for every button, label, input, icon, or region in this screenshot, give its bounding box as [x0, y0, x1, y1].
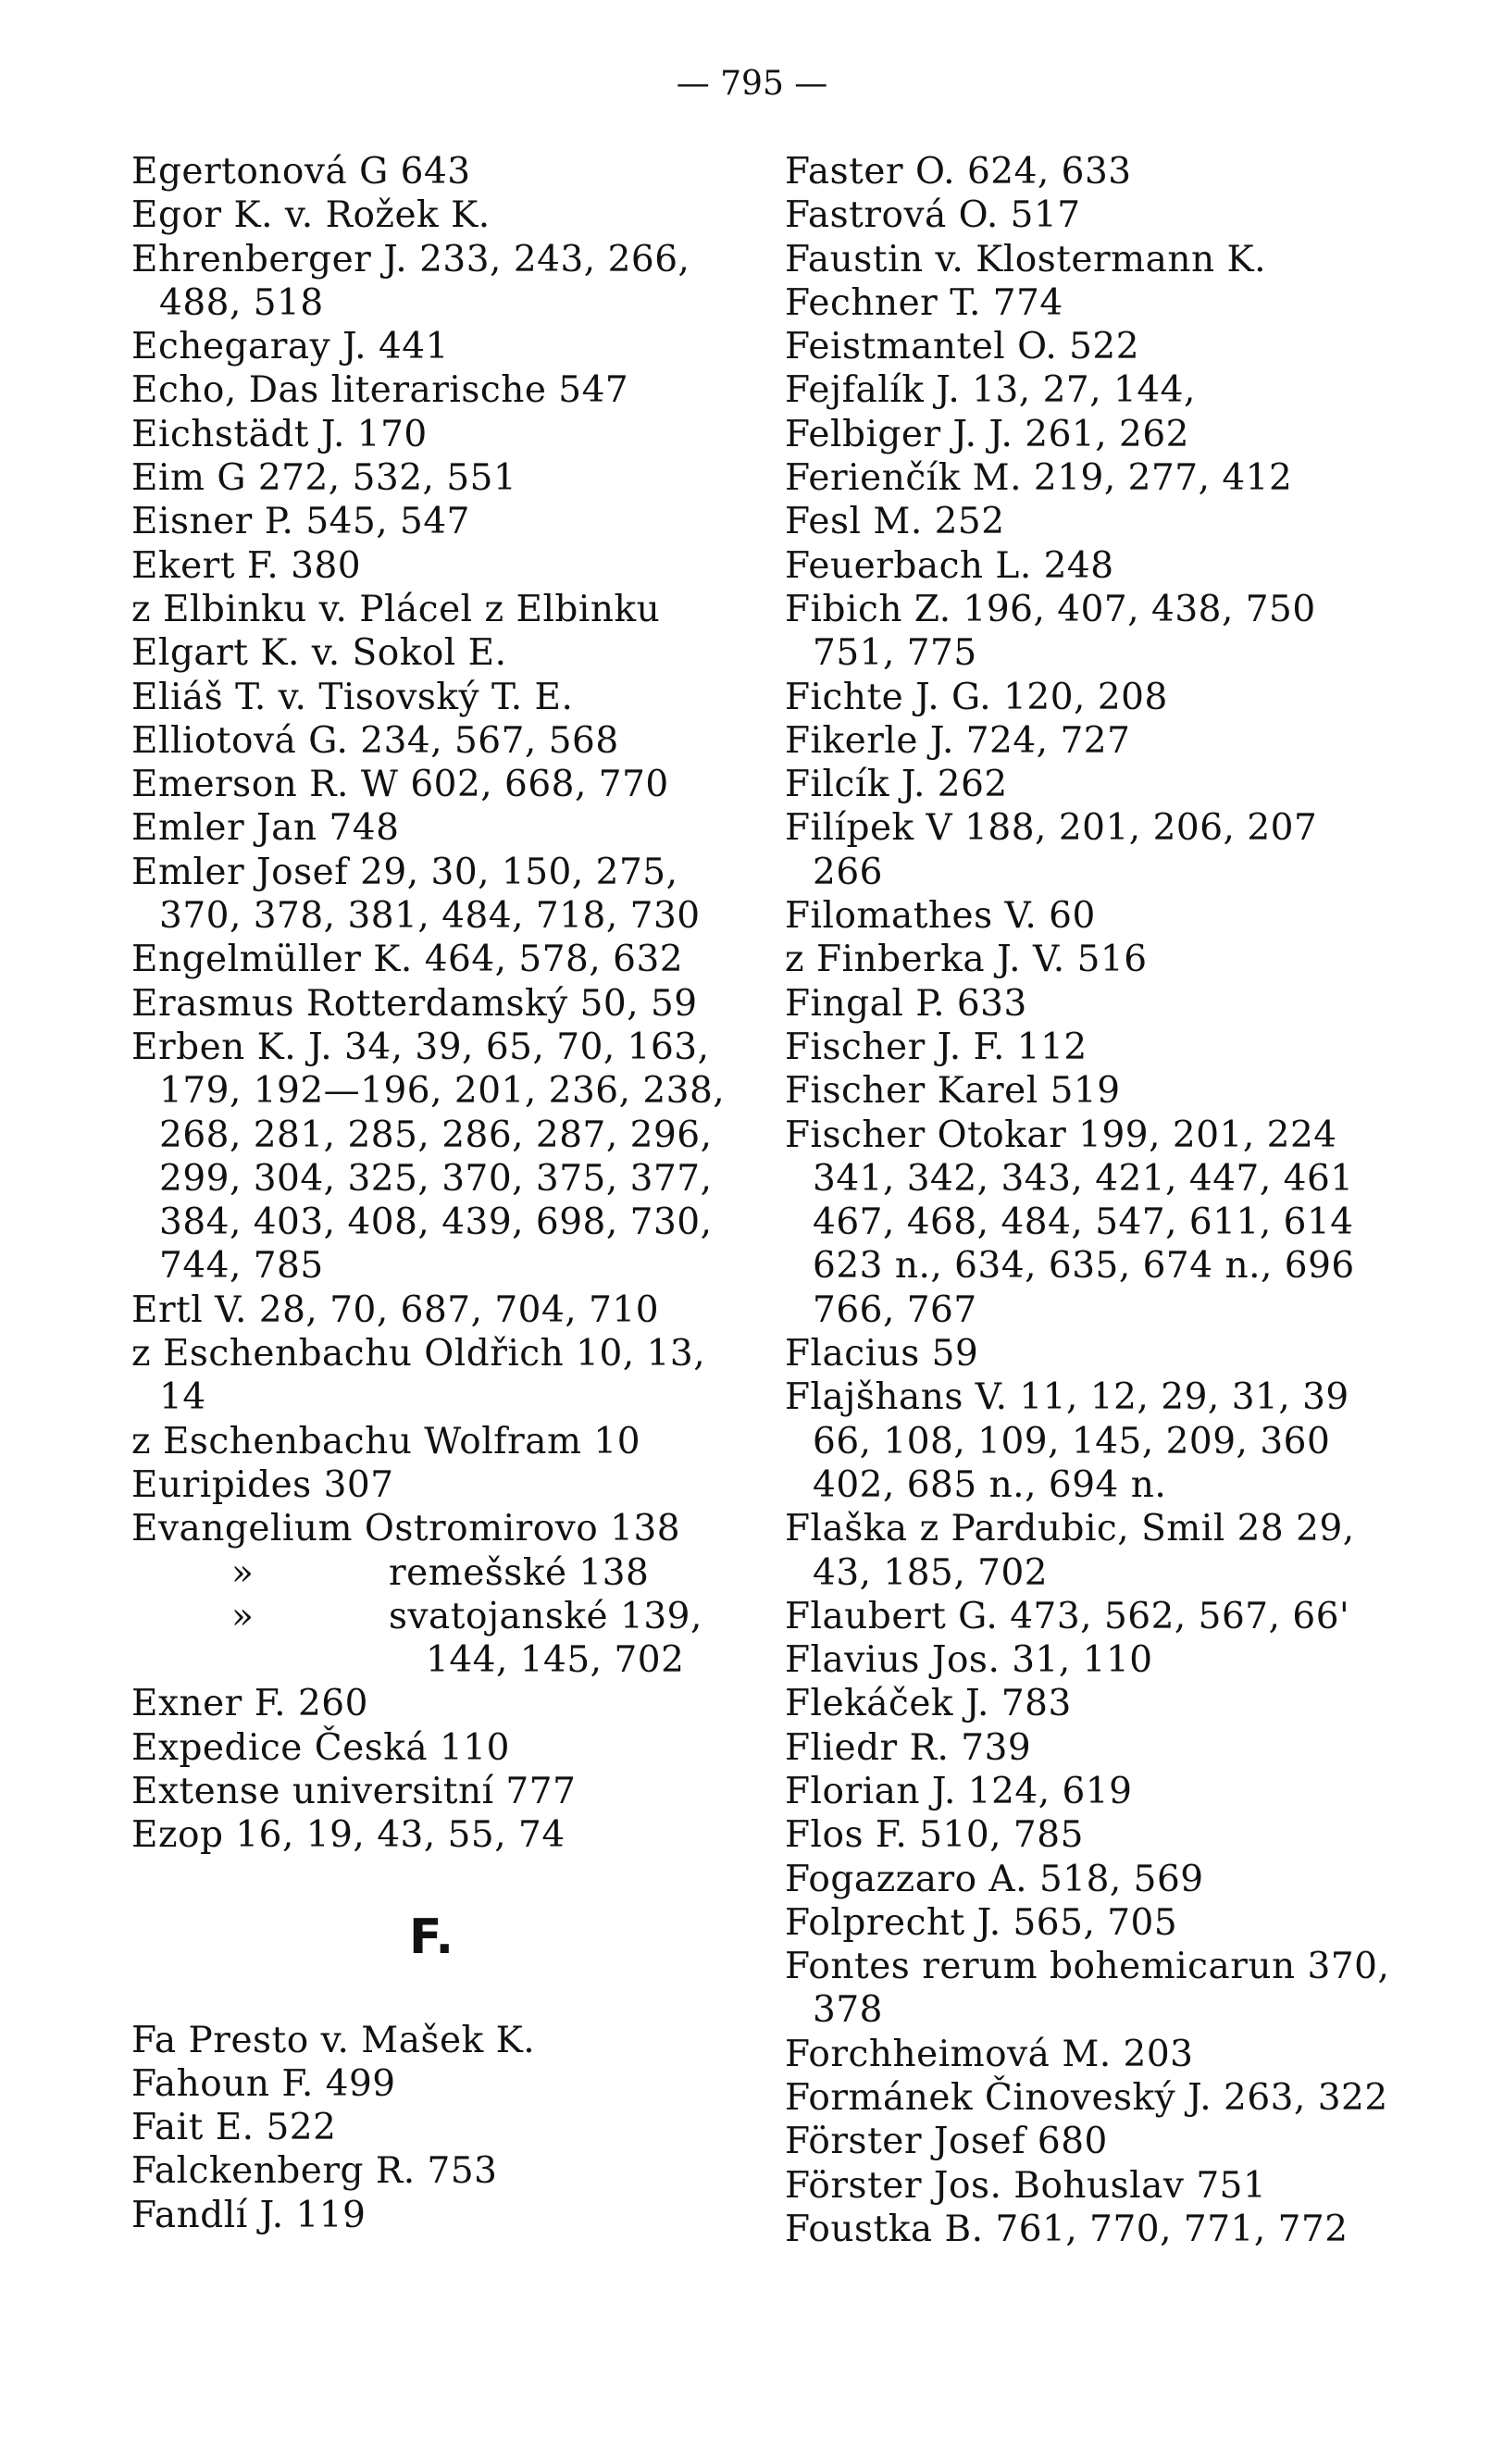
sub-entry — [131, 1551, 742, 1595]
index-entry: Exner F. 260 — [131, 1683, 368, 1725]
index-entry: Florian J. 124, 619 — [785, 1770, 1133, 1812]
index-entry: Ertl V. 28, 70, 687, 704, 710 — [131, 1288, 660, 1331]
sub-entry-text: remešské 138 — [389, 1551, 650, 1594]
index-entry: Emler Jan 748 — [131, 807, 400, 850]
index-entry: Fechner T. 774 — [785, 281, 1063, 324]
index-entry: Eisner P. 545, 547 — [131, 501, 470, 543]
index-entry: Fingal P. 633 — [785, 982, 1027, 1025]
index-entry: Erasmus Rotterdamský 50, 59 — [131, 982, 698, 1025]
index-entry: Evangelium Ostromirovo 138 — [131, 1508, 681, 1550]
index-entry: Echo, Das literarische 547 — [131, 369, 629, 412]
index-entry: Engelmüller K. 464, 578, 632 — [131, 939, 684, 981]
page-number: — 795 — — [676, 65, 828, 103]
index-entry: Fischer Otokar 199, 201, 224 341, 342, 343, 421, 447, 461 467, 468, 484, 547, 611, 614 623 n., 634, 635, 674 n., 696 766, 767 — [785, 1114, 1355, 1331]
index-entry: z Eschenbachu Wolfram 10 — [131, 1420, 641, 1462]
index-entry: Fichte J. G. 120, 208 — [785, 676, 1168, 718]
index-entry: Fesl M. 252 — [785, 501, 1005, 543]
index-entry: z Eschenbachu Oldřich 10, 13, 14 — [131, 1333, 706, 1419]
index-entry: Felbiger J. J. 261, 262 — [785, 413, 1189, 455]
index-entry: Fait E. 522 — [131, 2107, 337, 2149]
index-entry: Fa Presto v. Mašek K. — [131, 2019, 536, 2061]
index-entry: Ehrenberger J. 233, 243, 266, 488, 518 — [131, 238, 690, 324]
index-entry: z Finberka J. V. 516 — [785, 939, 1148, 981]
sub-entry-continuation: 144, 145, 702 — [426, 1639, 685, 1682]
index-entry: Faustin v. Klostermann K. — [785, 238, 1267, 280]
index-entry: Flacius 59 — [785, 1333, 979, 1375]
index-entry: Eichstädt J. 170 — [131, 413, 428, 455]
index-entry: Fischer J. F. 112 — [785, 1026, 1088, 1068]
index-entry: Förster Jos. Bohuslav 751 — [785, 2164, 1267, 2207]
index-entry: z Elbinku v. Plácel z Elbinku — [131, 588, 661, 630]
index-entry: Formánek Činoveský J. 263, 322 — [785, 2077, 1388, 2120]
index-entry: Fejfalík J. 13, 27, 144, — [785, 369, 1196, 412]
index-entry: Egor K. v. Rožek K. — [131, 194, 491, 237]
index-entry: Forchheimová M. 203 — [785, 2033, 1194, 2075]
index-entry: Filomathes V. 60 — [785, 895, 1096, 938]
right-column — [785, 150, 1396, 2251]
index-entry: Feuerbach L. 248 — [785, 544, 1114, 587]
index-entry: Elgart K. v. Sokol E. — [131, 632, 507, 675]
index-entry: Fikerle J. 724, 727 — [785, 719, 1131, 762]
index-entry: Falckenberg R. 753 — [131, 2150, 498, 2193]
index-entry: Fibich Z. 196, 407, 438, 750 751, 775 — [785, 588, 1316, 675]
index-entry: Flaška z Pardubic, Smil 28 29, 43, 185, 702 — [785, 1508, 1355, 1594]
index-entry: Förster Josef 680 — [785, 2121, 1108, 2163]
index-entry: Folprecht J. 565, 705 — [785, 1901, 1178, 1944]
index-entry: Flaubert G. 473, 562, 567, 66' — [785, 1595, 1350, 1637]
index-entry: Flajšhans V. 11, 12, 29, 31, 39 66, 108, 109, 145, 209, 360 402, 685 n., 694 n. — [785, 1376, 1349, 1506]
index-entry: Foustka B. 761, 770, 771, 772 — [785, 2208, 1349, 2250]
index-entry: Filcík J. 262 — [785, 764, 1008, 806]
index-entry: Eliáš T. v. Tisovský T. E. — [131, 676, 574, 718]
index-entry: Fliedr R. 739 — [785, 1726, 1032, 1769]
left-column — [131, 150, 742, 2237]
index-entry: Fastrová O. 517 — [785, 194, 1081, 237]
index-entry: Flavius Jos. 31, 110 — [785, 1639, 1153, 1682]
index-entry: Filípek V 188, 201, 206, 207 266 — [785, 807, 1318, 893]
index-entry: Flekáček J. 783 — [785, 1683, 1072, 1725]
sub-entry-text: svatojanské 139, — [389, 1595, 702, 1637]
index-entry: Fontes rerum bohemicarun 370, 378 — [785, 1946, 1390, 2032]
index-entry: Ezop 16, 19, 43, 55, 74 — [131, 1814, 566, 1857]
index-entry: Faster O. 624, 633 — [785, 151, 1132, 193]
index-entry: Emler Josef 29, 30, 150, 275, 370, 378, 381, 484, 718, 730 — [131, 851, 701, 938]
index-entry: Egertonová G 643 — [131, 151, 471, 193]
index-entry: Flos F. 510, 785 — [785, 1814, 1084, 1857]
index-entry: Erben K. J. 34, 39, 65, 70, 163, 179, 192—196, 201, 236, 238, 268, 281, 285, 286, 287, 296, 299, 304, 325, 370, 375, 377, 384, 403, 408, 439, 698, 730, 744, 785 — [131, 1026, 726, 1288]
sub-entry — [131, 1595, 742, 1638]
index-entry: Ferienčík M. 219, 277, 412 — [785, 457, 1293, 500]
index-entry: Extense universitní 777 — [131, 1770, 577, 1812]
ditto-mark: » — [231, 1551, 255, 1594]
index-entry: Feistmantel O. 522 — [785, 326, 1140, 368]
index-entry: Emerson R. W 602, 668, 770 — [131, 764, 669, 806]
index-entry: Elliotová G. 234, 567, 568 — [131, 719, 619, 762]
index-entry: Fischer Karel 519 — [785, 1070, 1121, 1113]
index-entry: Ekert F. 380 — [131, 544, 362, 587]
index-entry: Fogazzaro A. 518, 569 — [785, 1858, 1204, 1900]
index-entry: Eim G 272, 532, 551 — [131, 457, 517, 500]
index-entry: Expedice Česká 110 — [131, 1726, 510, 1769]
index-entry: Echegaray J. 441 — [131, 326, 449, 368]
index-entry: Fandlí J. 119 — [131, 2194, 367, 2236]
section-heading: F. — [409, 1909, 454, 1965]
index-entry: Euripides 307 — [131, 1463, 394, 1506]
index-entry: Fahoun F. 499 — [131, 2062, 396, 2105]
ditto-mark: » — [231, 1595, 255, 1637]
